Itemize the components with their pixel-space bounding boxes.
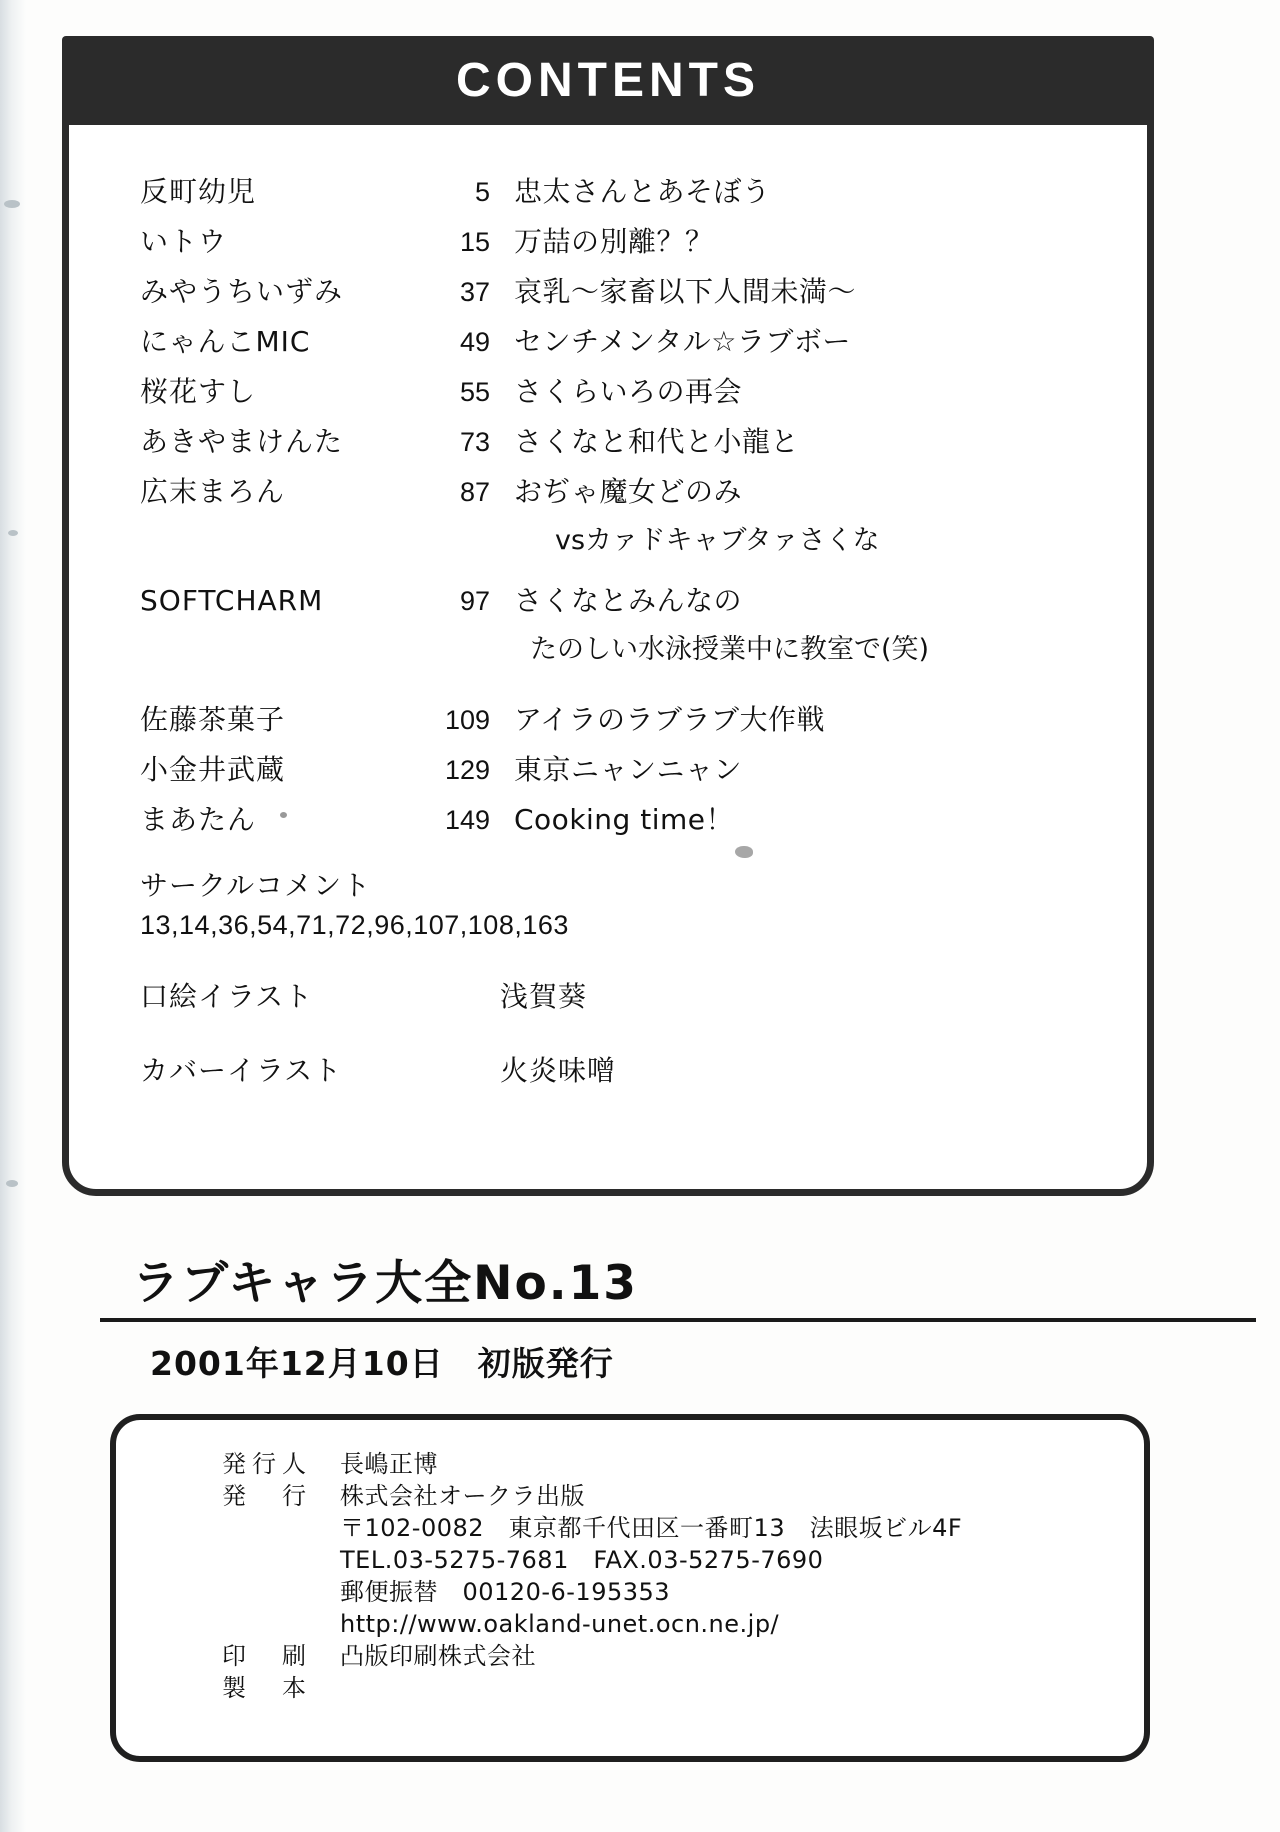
toc-title: Cooking time！ [514, 803, 734, 836]
toc-title: アイラのラブラブ大作戦 [514, 703, 825, 736]
toc-page-number: 87 [459, 477, 490, 507]
toc-author: 佐藤茶菓子 [140, 703, 286, 736]
toc-title: おぢゃ魔女どのみ [514, 475, 743, 508]
toc-page-number: 49 [459, 327, 490, 357]
publisher-person-label: 発行人 [222, 1450, 312, 1478]
colophon-row [222, 1640, 1102, 1672]
divider [100, 1318, 1256, 1322]
toc-author: にゃんこMIC [140, 325, 311, 358]
toc-page-number: 129 [444, 755, 490, 785]
circle-comment-label: サークルコメント [140, 869, 372, 902]
credit-label: カバーイラスト [140, 1054, 343, 1087]
table-row [140, 370, 1040, 410]
publisher-person-value: 長嶋正博 [340, 1450, 438, 1478]
book-title: ラブキャラ大全No.13 [132, 1256, 639, 1311]
publisher-value: 株式会社オークラ出版 [340, 1482, 585, 1510]
colophon-row [222, 1672, 1102, 1704]
scan-artifact [8, 530, 18, 536]
toc-title: 東京ニャンニャン [514, 753, 743, 786]
toc-author: みやうちいずみ [140, 275, 344, 308]
printer-value: 凸版印刷株式会社 [340, 1642, 536, 1670]
toc-title: 忠太さんとあそぼう [514, 175, 771, 208]
toc-title: さくらいろの再会 [514, 375, 743, 408]
table-row [140, 220, 1040, 260]
table-row [140, 748, 1040, 788]
table-row [140, 579, 1040, 619]
toc-author: SOFTCHARM [140, 584, 324, 617]
contents-header-bar [62, 36, 1154, 124]
toc-page-number: 73 [459, 427, 490, 457]
table-row [140, 470, 1040, 510]
publisher-address: 〒102-0082 東京都千代田区一番町13 法眼坂ビル4F [340, 1514, 963, 1542]
toc-author: 桜花すし [140, 375, 257, 408]
toc-author: 広末まろん [140, 475, 286, 508]
colophon-row [222, 1448, 1102, 1480]
table-of-contents [140, 170, 1040, 1089]
toc-title: 万喆の別離？？ [514, 225, 714, 258]
toc-author: まあたん [140, 803, 257, 836]
publication-date: 2001年12月10日 初版発行 [150, 1344, 614, 1383]
credit-value: 浅賀葵 [500, 980, 588, 1013]
toc-author: いトウ [140, 225, 228, 258]
toc-title-continuation: vsカァドキャブタァさくな [555, 525, 880, 556]
toc-page-number: 37 [459, 277, 490, 307]
table-row [140, 320, 1040, 360]
colophon [222, 1448, 1102, 1704]
toc-page-number: 109 [444, 705, 490, 735]
toc-page-number: 149 [444, 805, 490, 835]
table-row [140, 698, 1040, 738]
toc-title: さくなと和代と小龍と [514, 425, 800, 458]
credit-row [140, 1049, 1040, 1089]
toc-title: 哀乳～家畜以下人間未満～ [514, 275, 857, 308]
binding-label: 製 本 [222, 1674, 312, 1702]
scan-artifact [4, 200, 20, 208]
toc-page-number: 15 [459, 227, 490, 257]
toc-page-number: 97 [459, 586, 490, 616]
toc-page-number: 55 [459, 377, 490, 407]
credit-label: 口絵イラスト [140, 980, 314, 1013]
toc-title-continuation: たのしい水泳授業中に教室で(笑) [530, 634, 930, 665]
publisher-label: 発 行 [222, 1482, 312, 1510]
scan-smudge [280, 812, 287, 818]
scan-artifact [6, 1180, 18, 1187]
toc-title: センチメンタル☆ラブボー [514, 325, 851, 358]
postal-transfer: 郵便振替 00120-6-195353 [340, 1578, 671, 1606]
toc-page-number: 5 [474, 177, 490, 207]
toc-author: 小金井武蔵 [140, 753, 286, 786]
circle-comment-pages: 13,14,36,54,71,72,96,107,108,163 [140, 910, 569, 940]
publisher-phone: TEL.03-5275-7681 FAX.03-5275-7690 [340, 1546, 824, 1574]
table-row [140, 270, 1040, 310]
colophon-row [222, 1480, 1102, 1512]
circle-comment-section [140, 864, 1040, 941]
table-row [140, 798, 1040, 838]
credit-value: 火炎味噌 [500, 1054, 617, 1087]
toc-title: さくなとみんなの [514, 584, 743, 617]
credit-row [140, 975, 1040, 1015]
table-row [140, 170, 1040, 210]
scan-edge-shadow [0, 0, 26, 1832]
publisher-url: http://www.oakland-unet.ocn.ne.jp/ [340, 1610, 780, 1638]
toc-author: あきやまけんた [140, 425, 344, 458]
toc-author: 反町幼児 [140, 175, 257, 208]
page-title: CONTENTS [456, 54, 760, 107]
scan-smudge [735, 846, 753, 858]
printing-label: 印 刷 [222, 1642, 312, 1670]
table-row [140, 420, 1040, 460]
